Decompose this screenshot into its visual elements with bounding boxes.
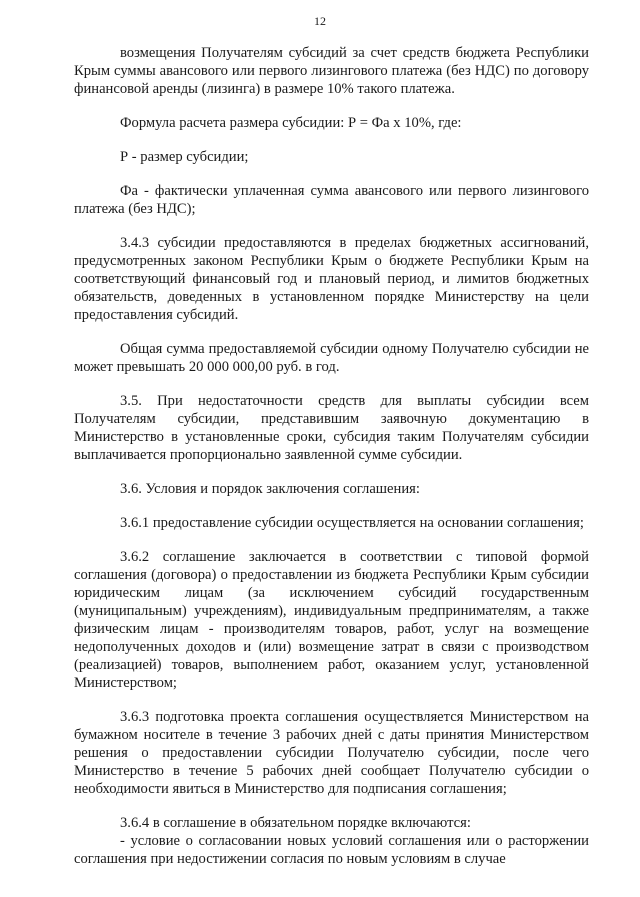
paragraph-3-5: 3.5. При недостаточности средств для выплаты субсидии всем Получателям субсидии, представившим заявочную документацию в Министерство в установленные сроки, субсидия таким Получателям субсидии выплачивается пропорционально заявленной сумме субсидии.	[74, 393, 589, 463]
paragraph-3-6: 3.6. Условия и порядок заключения соглашения:	[120, 481, 420, 497]
paragraph-3-6-2: 3.6.2 соглашение заключается в соответствии с типовой формой соглашения (договора) о предоставлении из бюджета Республики Крым субсидии юридическим лицам (за исключением субсидий государственным (муниципальным) учреждениям), индивидуальным предпринимателям, а также физическим лицам - производителям товаров, работ, услуг на возмещение недополученных доходов и (или) возмещение затрат в связи с производством (реализацией) товаров, выполнением работ, оказанием услуг, установленной Министерством;	[74, 549, 589, 691]
paragraph-3-6-4: 3.6.4 в соглашение в обязательном порядке включаются:	[120, 815, 471, 831]
paragraph-p-definition: Р - размер субсидии;	[120, 149, 249, 165]
paragraph-3-6-3: 3.6.3 подготовка проекта соглашения осуществляется Министерством на бумажном носителе в течение 3 рабочих дней с даты принятия Министерством решения о предоставлении субсидии Получателю субсидии, после чего Министерство в течение 5 рабочих дней сообщает Получателю субсидии о необходимости явиться в Министерство для подписания соглашения;	[74, 709, 589, 797]
paragraph-condition-item: - условие о согласовании новых условий соглашения или о расторжении соглашения при недостижении согласия по новым условиям в случае	[74, 833, 589, 867]
document-body	[74, 44, 589, 868]
paragraph-formula: Формула расчета размера субсидии: Р = Фа х 10%, где:	[120, 115, 462, 131]
paragraph-fa-definition: Фа - фактически уплаченная сумма авансового или первого лизингового платежа (без НДС);	[74, 183, 589, 217]
paragraph-3-4-3: 3.4.3 субсидии предоставляются в пределах бюджетных ассигнований, предусмотренных законом Республики Крым о бюджете Республики Крым на соответствующий финансовый год и плановый период, и лимитов бюджетных обязательств, доведенных в установленном порядке Министерству на цели предоставления субсидий.	[74, 235, 589, 323]
paragraph-3-6-1: 3.6.1 предоставление субсидии осуществляется на основании соглашения;	[120, 515, 584, 531]
page-number: 12	[314, 14, 326, 28]
paragraph-reimbursement: возмещения Получателям субсидий за счет средств бюджета Республики Крым суммы авансового или первого лизингового платежа (без НДС) по договору финансовой аренды (лизинга) в размере 10% такого платежа.	[74, 45, 589, 97]
paragraph-max-amount: Общая сумма предоставляемой субсидии одному Получателю субсидии не может превышать 20 000 000,00 руб. в год.	[74, 341, 589, 375]
